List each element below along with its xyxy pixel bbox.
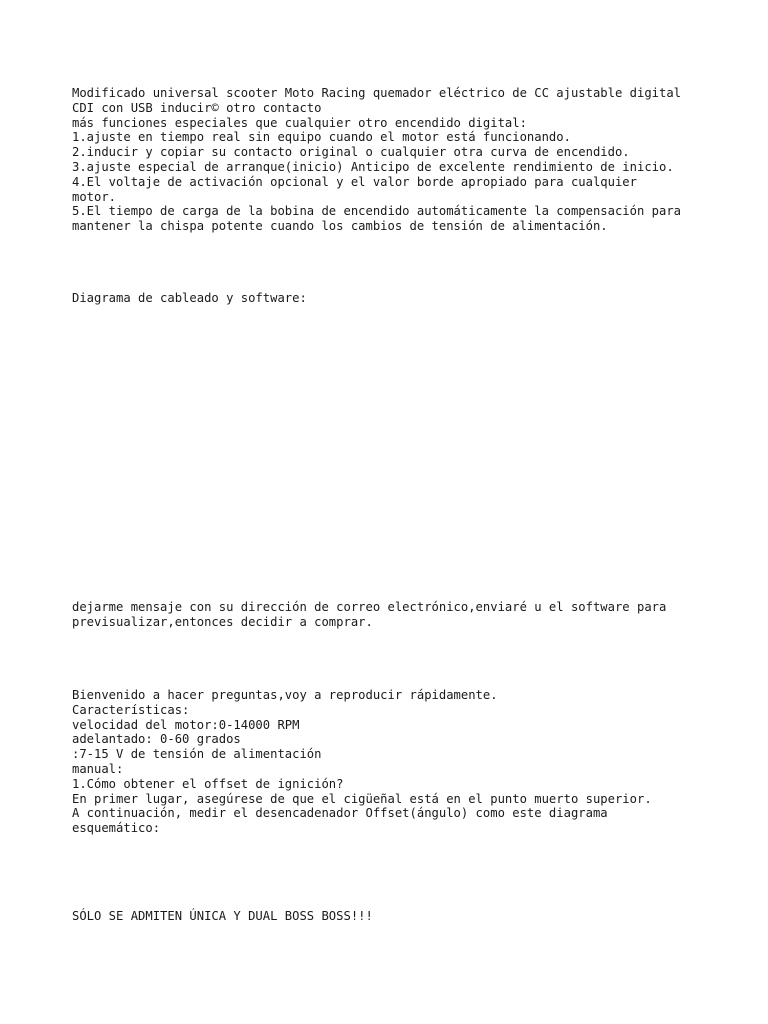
manual-step: esquemático: xyxy=(72,821,161,836)
contact-line: dejarme mensaje con su dirección de correo electrónico,enviaré u el software para xyxy=(72,600,667,614)
wiring-diagram-heading: Diagrama de cableado y software: xyxy=(72,291,307,305)
manual-step: En primer lugar, asegúrese de que el cigüeñal está en el punto muerto superior. xyxy=(72,791,652,806)
feature-item: motor. xyxy=(72,189,117,204)
boss-support-text: SÓLO SE ADMITEN ÚNICA Y DUAL BOSS BOSS!!! xyxy=(72,909,373,923)
manual-heading: manual: xyxy=(72,761,124,776)
specifications-section xyxy=(72,688,732,836)
contact-line: previsualizar,entonces decidir a comprar. xyxy=(72,614,373,629)
feature-item: mantener la chispa potente cuando los cambios de tensión de alimentación. xyxy=(72,219,608,234)
product-title: Modificado universal scooter Moto Racing quemador eléctrico de CC ajustable digital xyxy=(72,86,682,100)
manual-step: 1.Cómo obtener el offset de ignición? xyxy=(72,776,344,791)
spec-engine-speed: velocidad del motor:0-14000 RPM xyxy=(72,717,300,732)
features-heading: Características: xyxy=(72,702,190,717)
functions-heading: más funciones especiales que cualquier otro encendido digital: xyxy=(72,115,527,130)
feature-item: 2.inducir y copiar su contacto original o cualquier otra curva de encendido. xyxy=(72,145,630,160)
product-description xyxy=(72,86,732,234)
boss-note xyxy=(72,909,732,924)
wiring-diagram-section xyxy=(72,291,732,306)
feature-item: 4.El voltaje de activación opcional y el valor borde apropiado para cualquier xyxy=(72,174,637,189)
manual-step: A continuación, medir el desencadenador Offset(ángulo) como este diagrama xyxy=(72,806,608,821)
contact-note xyxy=(72,600,732,630)
feature-item: 5.El tiempo de carga de la bobina de encendido automáticamente la compensación para xyxy=(72,204,682,219)
feature-item: 3.ajuste especial de arranque(inicio) Anticipo de excelente rendimiento de inicio. xyxy=(72,159,674,174)
product-title-continuation: CDI con USB inducir© otro contacto xyxy=(72,100,322,115)
feature-item: 1.ajuste en tiempo real sin equipo cuando el motor está funcionando. xyxy=(72,130,571,145)
spec-supply-voltage: :7-15 V de tensión de alimentación xyxy=(72,747,322,762)
spec-advance: adelantado: 0-60 grados xyxy=(72,732,241,747)
welcome-line: Bienvenido a hacer preguntas,voy a reproducir rápidamente. xyxy=(72,688,498,702)
